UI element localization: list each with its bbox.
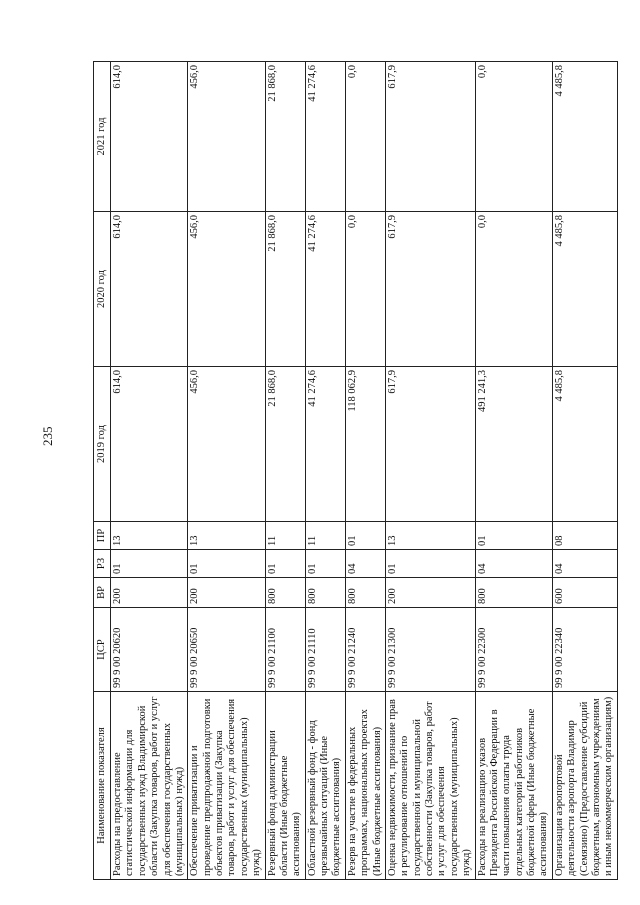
cell-csr: 99 9 00 20650: [188, 608, 265, 692]
cell-name: Расходы на предоставление статистической информации для государственных нужд Владимирской области (Закупка товаров, работ и услуг для обеспечения государственных (муниципальных) нужд): [111, 692, 188, 880]
cell-name: Областной резервный фонд - фонд чрезвычайных ситуаций (Иные бюджетные ассигнования): [305, 692, 345, 880]
cell-name: Организация аэропортовой деятельности аэропорта Владимир (Семязино) (Предоставление субсидий бюджетным, автономным учреждениям и иным некоммерческим организациям): [552, 692, 617, 880]
cell-2019: 118 062,9: [345, 367, 385, 522]
cell-vr: 200: [385, 578, 475, 608]
cell-2019: 21 868,0: [265, 367, 305, 522]
header-name: Наименование показателя: [94, 692, 111, 880]
cell-2020: 617,9: [385, 212, 475, 367]
cell-2021: 456,0: [188, 62, 265, 212]
header-pr: ПР: [94, 522, 111, 550]
cell-pr: 01: [345, 522, 385, 550]
cell-2020: 21 868,0: [265, 212, 305, 367]
cell-pr: 11: [265, 522, 305, 550]
header-csr: ЦСР: [94, 608, 111, 692]
cell-name: Обеспечение приватизации и проведение предпродажной подготовки объектов приватизации (Закупка товаров, работ и услуг для обеспечения государственных (муниципальных) нужд): [188, 692, 265, 880]
cell-csr: 99 9 00 22340: [552, 608, 617, 692]
table-row: [475, 62, 552, 880]
cell-pr: 11: [305, 522, 345, 550]
cell-2019: 4 485,8: [552, 367, 617, 522]
cell-2021: 4 485,8: [552, 62, 617, 212]
header-row: [94, 62, 111, 880]
cell-rz: 01: [111, 550, 188, 578]
cell-vr: 800: [475, 578, 552, 608]
table-row: [385, 62, 475, 880]
cell-2021: 41 274,6: [305, 62, 345, 212]
cell-rz: 04: [475, 550, 552, 578]
cell-name: Резерв на участие в федеральных программах, национальных проектах (Иные бюджетные ассигнования): [345, 692, 385, 880]
cell-rz: 01: [385, 550, 475, 578]
header-2021: 2021 год: [94, 62, 111, 212]
cell-2021: 21 868,0: [265, 62, 305, 212]
cell-vr: 200: [111, 578, 188, 608]
cell-rz: 01: [305, 550, 345, 578]
cell-2021: 617,9: [385, 62, 475, 212]
cell-2019: 41 274,6: [305, 367, 345, 522]
budget-table: [93, 61, 618, 880]
table-row: [305, 62, 345, 880]
header-2020: 2020 год: [94, 212, 111, 367]
table-row: [111, 62, 188, 880]
cell-rz: 04: [552, 550, 617, 578]
cell-pr: 13: [188, 522, 265, 550]
cell-2021: 0,0: [345, 62, 385, 212]
cell-vr: 600: [552, 578, 617, 608]
cell-rz: 01: [265, 550, 305, 578]
table-row: [265, 62, 305, 880]
cell-2019: 617,9: [385, 367, 475, 522]
header-2019: 2019 год: [94, 367, 111, 522]
cell-name: Оценка недвижимости, признание прав и регулирование отношений по государственной и муниципальной собственности (Закупка товаров, работ и услуг для обеспечения государственных (муниципальных) нужд): [385, 692, 475, 880]
cell-rz: 04: [345, 550, 385, 578]
cell-2019: 491 241,3: [475, 367, 552, 522]
cell-name: Расходы на реализацию указов Президента Российской Федерации в части повышения оплаты труда отдельных категорий работников бюджетной сферы (Иные бюджетные ассигнования): [475, 692, 552, 880]
cell-vr: 800: [305, 578, 345, 608]
table-row: [552, 62, 617, 880]
table-row: [345, 62, 385, 880]
cell-2020: 0,0: [345, 212, 385, 367]
cell-rz: 01: [188, 550, 265, 578]
cell-vr: 200: [188, 578, 265, 608]
header-rz: РЗ: [94, 550, 111, 578]
cell-2020: 614,0: [111, 212, 188, 367]
rotated-table-container: [93, 62, 615, 880]
cell-csr: 99 9 00 20620: [111, 608, 188, 692]
cell-csr: 99 9 00 21240: [345, 608, 385, 692]
header-vr: ВР: [94, 578, 111, 608]
cell-csr: 99 9 00 21100: [265, 608, 305, 692]
cell-pr: 13: [385, 522, 475, 550]
cell-2019: 614,0: [111, 367, 188, 522]
cell-2019: 456,0: [188, 367, 265, 522]
cell-vr: 800: [265, 578, 305, 608]
cell-2021: 0,0: [475, 62, 552, 212]
cell-2020: 0,0: [475, 212, 552, 367]
table-body: [111, 62, 618, 880]
cell-csr: 99 9 00 21110: [305, 608, 345, 692]
cell-2020: 456,0: [188, 212, 265, 367]
cell-2020: 41 274,6: [305, 212, 345, 367]
cell-vr: 800: [345, 578, 385, 608]
cell-pr: 01: [475, 522, 552, 550]
table-row: [188, 62, 265, 880]
page-number: 235: [40, 426, 55, 446]
cell-2020: 4 485,8: [552, 212, 617, 367]
cell-pr: 08: [552, 522, 617, 550]
cell-csr: 99 9 00 22300: [475, 608, 552, 692]
cell-name: Резервный фонд администрации области (Иные бюджетные ассигнования): [265, 692, 305, 880]
cell-csr: 99 9 00 21300: [385, 608, 475, 692]
cell-2021: 614,0: [111, 62, 188, 212]
cell-pr: 13: [111, 522, 188, 550]
